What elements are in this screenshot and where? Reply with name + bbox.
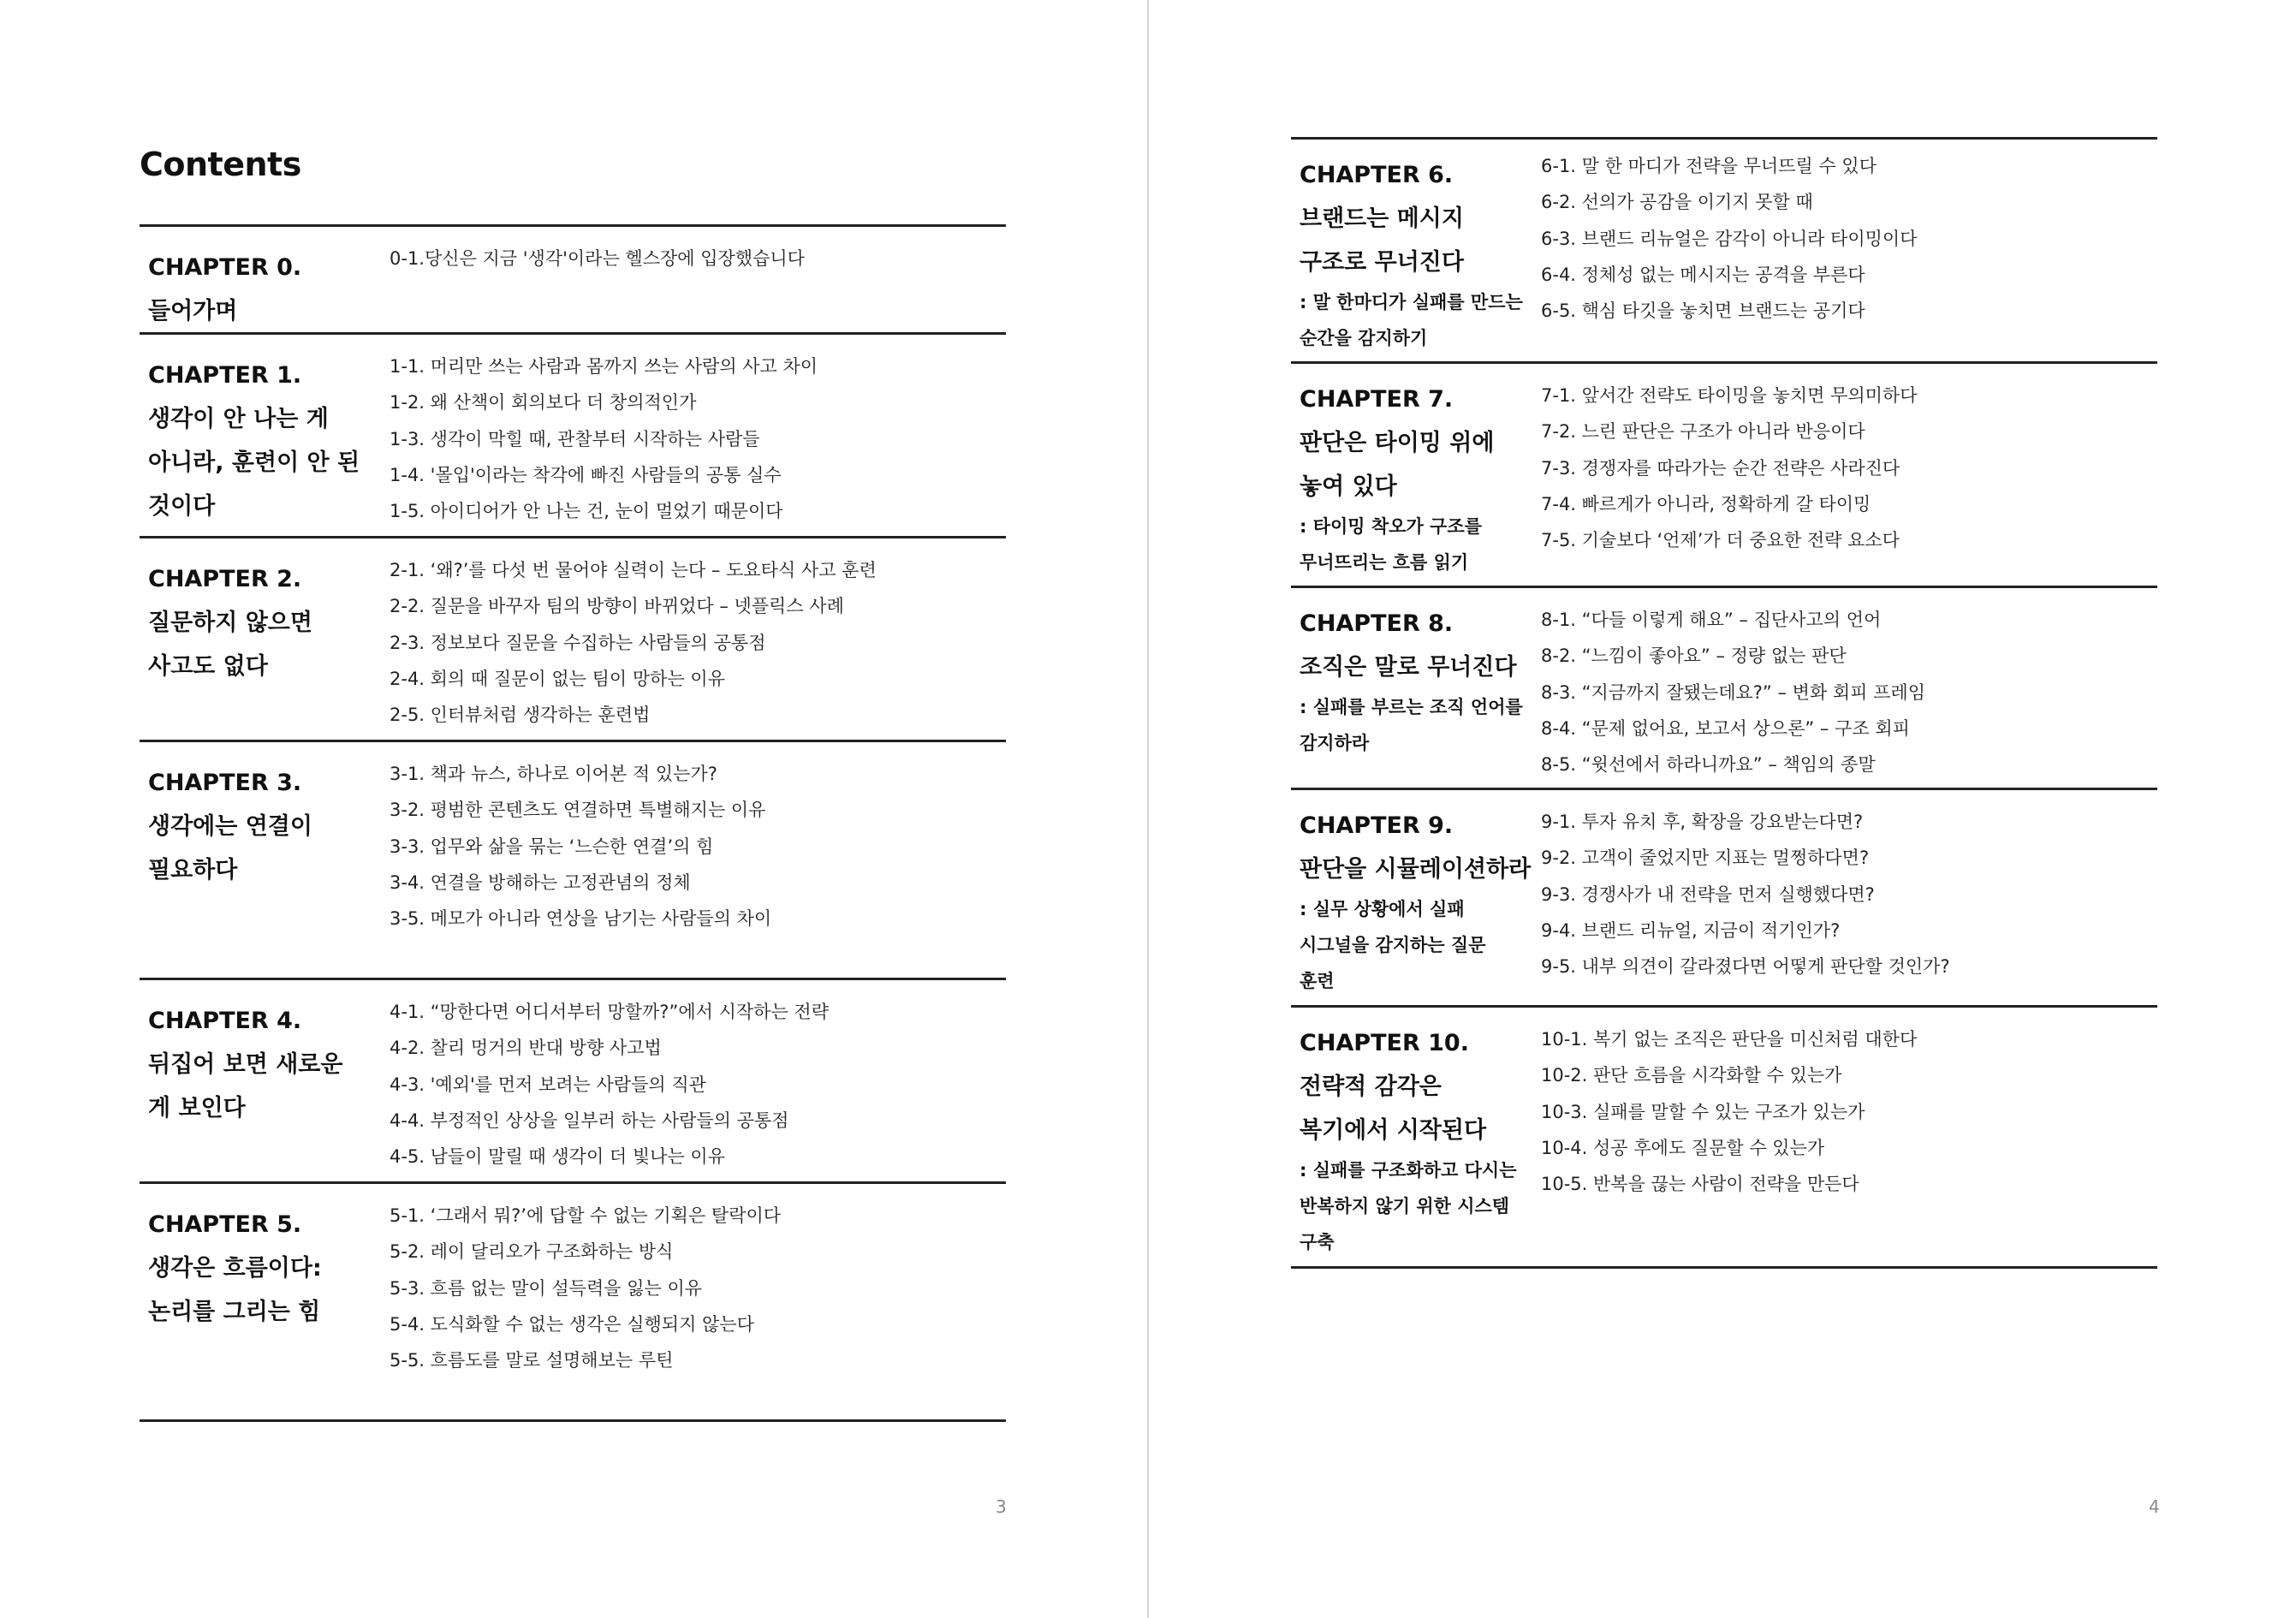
section-item[interactable]: 10-1. 복기 없는 조직은 판단을 미신처럼 대한다 [1541, 1029, 1918, 1050]
chapter-number: CHAPTER 5. [148, 1211, 302, 1238]
section-item[interactable]: 4-5. 남들이 말릴 때 생각이 더 빛나는 이유 [390, 1146, 725, 1168]
section-item[interactable]: 7-1. 앞서간 전략도 타이밍을 놓치면 무의미하다 [1541, 385, 1918, 406]
chapter-subtitle-line: 시그널을 감지하는 질문 [1300, 935, 1486, 955]
chapter-title-line: 아니라, 훈련이 안 된 [148, 449, 360, 476]
chapter-heading [148, 999, 371, 1130]
chapter-row [1291, 788, 2157, 1005]
chapter-subtitle-line: 감지하라 [1300, 733, 1370, 753]
chapter-subtitle-line: : 실패를 구조화하고 다시는 [1300, 1160, 1517, 1181]
chapter-title-line: 질문하지 않으면 [148, 610, 312, 636]
chapter-row [1291, 361, 2157, 586]
chapter-heading [148, 761, 371, 892]
section-item[interactable]: 9-1. 투자 유치 후, 확장을 강요받는다면? [1541, 812, 1864, 832]
toc-table-left [140, 224, 1006, 1422]
chapter-heading [148, 354, 371, 528]
chapter-row [140, 740, 1006, 978]
section-item[interactable]: 10-5. 반복을 끊는 사람이 전략을 만든다 [1541, 1174, 1859, 1195]
section-list [1541, 602, 2153, 782]
chapter-title-line: 구조로 무너진다 [1300, 249, 1464, 276]
chapter-row [140, 1181, 1006, 1419]
section-item[interactable]: 7-2. 느린 판단은 구조가 아니라 반응이다 [1541, 421, 1865, 443]
chapter-subtitle-line: : 타이밍 착오가 구조를 [1300, 516, 1482, 537]
section-item[interactable]: 9-3. 경쟁사가 내 전략을 먼저 실행했다면? [1541, 883, 1875, 905]
chapter-title-line: 조직은 말로 무너진다 [1300, 654, 1517, 681]
section-item[interactable]: 4-4. 부정적인 상상을 일부러 하는 사람들의 공통점 [390, 1109, 789, 1131]
section-item[interactable]: 4-1. “망한다면 어디서부터 망할까?”에서 시작하는 전략 [390, 1002, 829, 1022]
right-page [1149, 0, 2296, 1618]
section-item[interactable]: 10-2. 판단 흐름을 시각화할 수 있는가 [1541, 1065, 1842, 1086]
chapter-heading [1300, 804, 1532, 999]
chapter-heading [148, 1203, 371, 1334]
section-item[interactable]: 8-4. “문제 없어요, 보고서 상으론” – 구조 회피 [1541, 717, 1910, 739]
section-item[interactable]: 8-1. “다들 이렇게 해요” – 집단사고의 언어 [1541, 610, 1882, 630]
chapter-heading [1300, 153, 1522, 356]
section-item[interactable]: 8-3. “지금까지 잘됐는데요?” – 변화 회피 프레임 [1541, 681, 1926, 703]
chapter-heading [1300, 1021, 1522, 1260]
section-item[interactable]: 4-2. 찰리 멍거의 반대 방향 사고법 [390, 1038, 662, 1059]
chapter-number: CHAPTER 10. [1300, 1030, 1469, 1056]
section-item[interactable]: 6-3. 브랜드 리뉴얼은 감각이 아니라 타이밍이다 [1541, 228, 1918, 249]
chapter-title-line: 들어가며 [148, 298, 238, 324]
chapter-row [140, 332, 1006, 536]
section-item[interactable]: 0-1.당신은 지금 '생각'이라는 헬스장에 입장했습니다 [390, 248, 805, 269]
chapter-title-line: 생각에는 연결이 [148, 813, 312, 840]
section-item[interactable]: 10-3. 실패를 말할 수 있는 구조가 있는가 [1541, 1101, 1865, 1122]
page-number: 3 [996, 1496, 1007, 1517]
section-item[interactable]: 6-4. 정체성 없는 메시지는 공격을 부른다 [1541, 264, 1865, 285]
section-item[interactable]: 1-3. 생각이 막힐 때, 관찰부터 시작하는 사람들 [390, 428, 760, 449]
section-item[interactable]: 3-5. 메모가 아니라 연상을 남기는 사람들의 차이 [390, 908, 772, 930]
left-page [0, 0, 1147, 1618]
chapter-number: CHAPTER 0. [148, 254, 302, 281]
chapter-subtitle-line: : 말 한마디가 실패를 만드는 [1300, 292, 1523, 312]
chapter-title-line: 필요하다 [148, 857, 238, 883]
section-item[interactable]: 3-3. 업무와 삶을 묶는 ‘느슨한 연결’의 힘 [390, 836, 714, 857]
chapter-subtitle-line: : 실무 상황에서 실패 [1300, 899, 1465, 919]
chapter-subtitle-line: : 실패를 부르는 조직 언어를 [1300, 697, 1523, 717]
chapter-number: CHAPTER 2. [148, 566, 302, 592]
section-item[interactable]: 3-1. 책과 뉴스, 하나로 이어본 적 있는가? [390, 764, 717, 784]
section-item[interactable]: 4-3. '예외'를 먼저 보려는 사람들의 직관 [390, 1074, 706, 1095]
section-item[interactable]: 6-1. 말 한 마디가 전략을 무너뜨릴 수 있다 [1541, 156, 1877, 176]
section-item[interactable]: 1-2. 왜 산책이 회의보다 더 창의적인가 [390, 392, 697, 413]
chapter-number: CHAPTER 7. [1300, 386, 1454, 413]
section-item[interactable]: 5-1. ‘그래서 뭐?’에 답할 수 없는 기획은 탈락이다 [390, 1205, 782, 1226]
section-list [390, 348, 1002, 529]
section-item[interactable]: 9-4. 브랜드 리뉴얼, 지금이 적기인가? [1541, 919, 1841, 941]
section-item[interactable]: 1-5. 아이디어가 안 나는 건, 눈이 멀었기 때문이다 [390, 501, 783, 522]
section-list [390, 552, 1002, 733]
section-item[interactable]: 2-1. ‘왜?’를 다섯 번 물어야 실력이 는다 – 도요타식 사고 훈련 [390, 560, 877, 580]
section-item[interactable]: 1-4. '몰입'이라는 착각에 빠진 사람들의 공통 실수 [390, 464, 782, 485]
section-list [1541, 378, 2153, 558]
chapter-subtitle-line: 무너뜨리는 흐름 읽기 [1300, 552, 1469, 573]
chapter-subtitle-line: 훈련 [1300, 971, 1335, 991]
section-item[interactable]: 3-2. 평범한 콘텐츠도 연결하면 특별해지는 이유 [390, 800, 766, 821]
section-item[interactable]: 3-4. 연결을 방해하는 고정관념의 정체 [390, 871, 691, 893]
section-item[interactable]: 8-2. “느낌이 좋아요” – 정량 없는 판단 [1541, 645, 1847, 667]
section-item[interactable]: 2-2. 질문을 바꾸자 팀의 방향이 바뀌었다 – 넷플릭스 사례 [390, 596, 844, 617]
section-item[interactable]: 2-5. 인터뷰처럼 생각하는 훈련법 [390, 705, 651, 726]
chapter-heading [1300, 378, 1522, 580]
chapter-title-line: 놓여 있다 [1300, 473, 1397, 500]
section-item[interactable]: 7-4. 빠르게가 아니라, 정확하게 갈 타이밍 [1541, 493, 1871, 515]
section-list [390, 241, 1002, 277]
section-item[interactable]: 5-4. 도식화할 수 없는 생각은 실행되지 않는다 [390, 1313, 754, 1335]
section-list [390, 756, 1002, 937]
section-list [1541, 148, 2153, 329]
section-item[interactable]: 5-2. 레이 달리오가 구조화하는 방식 [390, 1241, 674, 1263]
chapter-number: CHAPTER 4. [148, 1008, 302, 1034]
chapter-row [1291, 1005, 2157, 1266]
section-item[interactable]: 5-5. 흐름도를 말로 설명해보는 루틴 [390, 1350, 674, 1371]
section-item[interactable]: 9-5. 내부 의견이 갈라졌다면 어떻게 판단할 것인가? [1541, 956, 1950, 978]
chapter-title-line: 논리를 그리는 힘 [148, 1299, 321, 1325]
section-list [390, 1198, 1002, 1378]
section-item[interactable]: 2-3. 정보보다 질문을 수집하는 사람들의 공통점 [390, 632, 766, 653]
chapter-row [140, 978, 1006, 1181]
page-number: 4 [2149, 1496, 2160, 1517]
chapter-subtitle-line: 반복하지 않기 위한 시스템 [1300, 1196, 1510, 1216]
chapter-subtitle-line: 구축 [1300, 1232, 1335, 1252]
chapter-number: CHAPTER 9. [1300, 812, 1454, 839]
chapter-title-line: 복기에서 시작된다 [1300, 1117, 1487, 1144]
chapter-title-line: 판단을 시뮬레이션하라 [1300, 856, 1532, 883]
chapter-heading [148, 246, 371, 333]
chapter-title-line: 것이다 [148, 493, 216, 520]
section-item[interactable]: 6-5. 핵심 타깃을 놓치면 브랜드는 공기다 [1541, 300, 1865, 322]
chapter-title-line: 판단은 타이밍 위에 [1300, 430, 1495, 456]
chapter-title-line: 사고도 없다 [148, 653, 268, 680]
section-item[interactable]: 8-5. “윗선에서 하라니까요” – 책임의 종말 [1541, 754, 1876, 776]
chapter-title-line: 게 보인다 [148, 1095, 246, 1121]
chapter-number: CHAPTER 6. [1300, 162, 1454, 188]
chapter-heading [1300, 602, 1522, 761]
section-list [390, 994, 1002, 1175]
section-item[interactable]: 5-3. 흐름 없는 말이 설득력을 잃는 이유 [390, 1277, 703, 1299]
section-item[interactable]: 7-3. 경쟁자를 따라가는 순간 전략은 사라진다 [1541, 457, 1900, 479]
chapter-title-line: 뒤집어 보면 새로운 [148, 1051, 343, 1078]
chapter-row [140, 536, 1006, 740]
chapter-number: CHAPTER 8. [1300, 610, 1454, 637]
chapter-title-line: 전략적 감각은 [1300, 1074, 1442, 1100]
chapter-number: CHAPTER 3. [148, 770, 302, 796]
chapter-row [140, 224, 1006, 332]
section-item[interactable]: 2-4. 회의 때 질문이 없는 팀이 망하는 이유 [390, 668, 725, 689]
chapter-title-line: 생각이 안 나는 게 [148, 406, 329, 432]
contents-heading: Contents [140, 146, 301, 183]
section-list [1541, 1021, 2153, 1202]
section-item[interactable]: 9-2. 고객이 줄었지만 지표는 멀쩡하다면? [1541, 848, 1870, 869]
chapter-heading [148, 557, 371, 688]
section-item[interactable]: 6-2. 선의가 공감을 이기지 못할 때 [1541, 192, 1813, 213]
toc-table-right [1291, 137, 2157, 1269]
chapter-row [1291, 586, 2157, 788]
section-item[interactable]: 1-1. 머리만 쓰는 사람과 몸까지 쓰는 사람의 사고 차이 [390, 356, 818, 377]
section-item[interactable]: 10-4. 성공 후에도 질문할 수 있는가 [1541, 1137, 1825, 1158]
section-list [1541, 804, 2153, 984]
chapter-title-line: 브랜드는 메시지 [1300, 205, 1464, 232]
section-item[interactable]: 7-5. 기술보다 ‘언제’가 더 중요한 전략 요소다 [1541, 530, 1900, 551]
chapter-number: CHAPTER 1. [148, 362, 302, 389]
chapter-row [1291, 137, 2157, 361]
chapter-title-line: 생각은 흐름이다: [148, 1255, 322, 1282]
chapter-subtitle-line: 순간을 감지하기 [1300, 328, 1428, 348]
